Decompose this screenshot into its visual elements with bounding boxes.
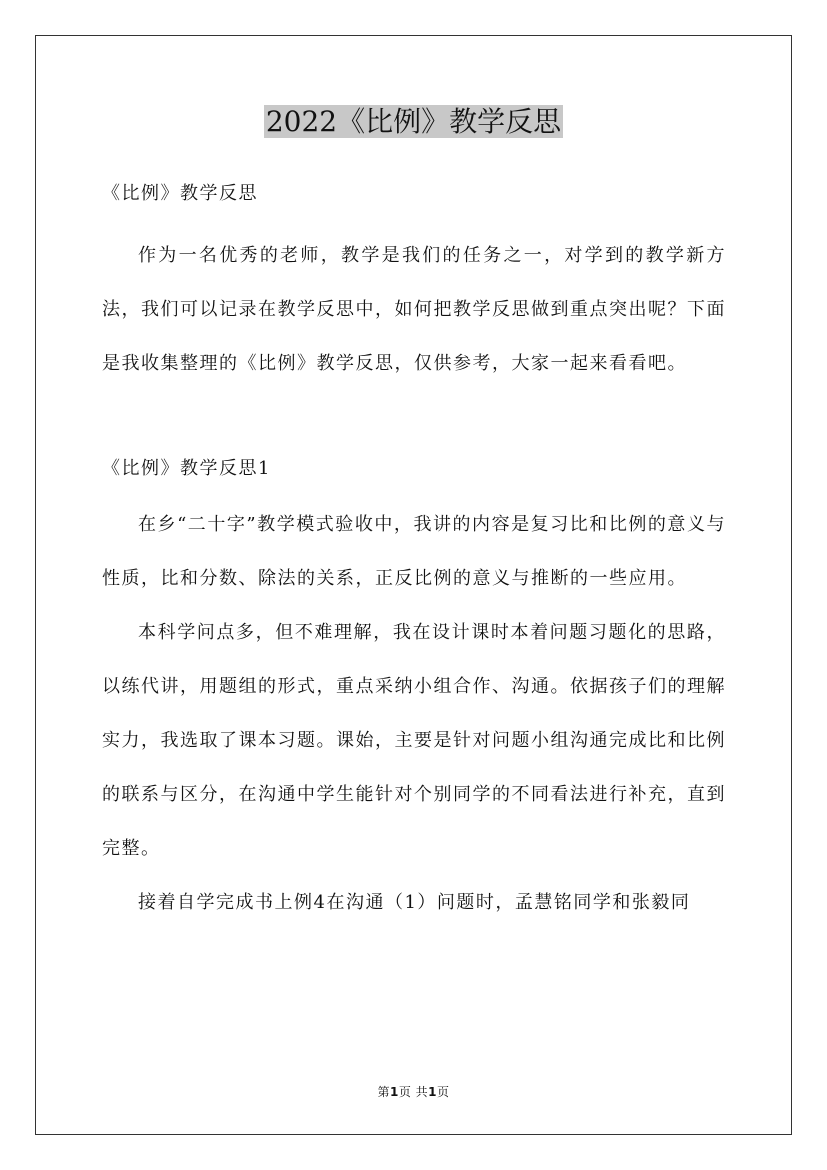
footer-page-mid: 页 共 [398, 1085, 429, 1099]
document-body [102, 172, 726, 930]
spacer [102, 215, 726, 229]
document-title [0, 100, 827, 144]
section1-heading: 《比例》教学反思1 [102, 458, 271, 479]
section1-paragraph-3: 接着自学完成书上例4在沟通（1）问题时，孟慧铭同学和张毅同 [138, 892, 691, 913]
intro-paragraph: 作为一名优秀的老师，教学是我们的任务之一，对学到的教学新方法，我们可以记录在教学反思中，如何把教学反思做到重点突出呢？下面是我收集整理的《比例》教学反思，仅供参考，大家一起来看看吧。 [102, 245, 726, 374]
footer-page-current: 1 [389, 1085, 399, 1099]
spacer [102, 490, 726, 498]
footer-page-total: 1 [428, 1085, 438, 1099]
section1-paragraph-2: 本科学问点多，但不难理解，我在设计课时本着问题习题化的思路，以练代讲，用题组的形式，重点采纳小组合作、沟通。依据孩子们的理解实力，我选取了课本习题。课始，主要是针对问题小组沟通完成比和比例的联系与区分，在沟通中学生能针对个别同学的不同看法进行补充，直到完整。 [102, 622, 726, 859]
page-footer [0, 1083, 827, 1100]
footer-page-prefix: 第 [377, 1085, 390, 1099]
intro-heading: 《比例》教学反思 [102, 183, 258, 204]
document-title-text: 2022《比例》教学反思 [265, 105, 562, 138]
section1-paragraph-1: 在乡“二十字”教学模式验收中，我讲的内容是复习比和比例的意义与性质，比和分数、除法的关系，正反比例的意义与推断的一些应用。 [102, 514, 726, 589]
spacer [102, 391, 726, 447]
footer-page-suffix: 页 [437, 1085, 450, 1099]
